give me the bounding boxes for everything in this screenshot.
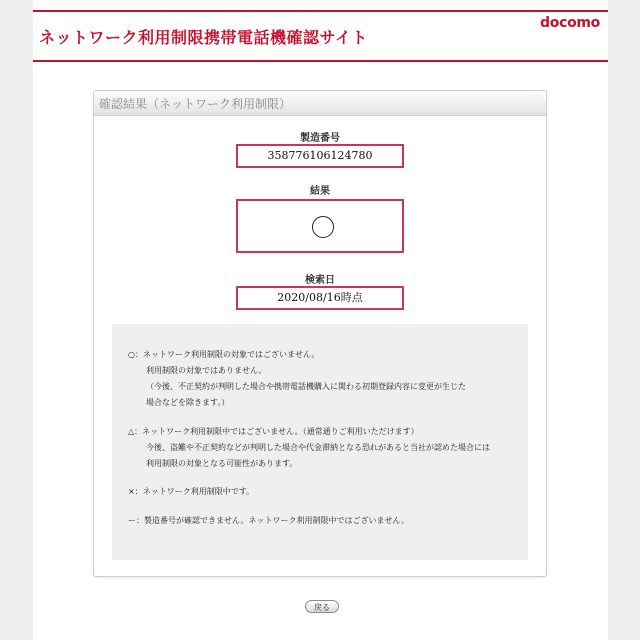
top-red-rule [33,10,608,12]
search-date-label: 検索日 [305,275,335,286]
result-label: 結果 [310,186,330,197]
result-value-box [236,199,404,253]
legend-box [112,324,528,560]
legend-circle-line3: （今後、不正契約が判明した場合や携帯電話機購入に関わる初期登録内容に変更が生じた [146,382,466,391]
legend-circle-line4: 場合などを除きます。） [146,398,230,407]
page-container [33,0,608,640]
site-title: ネットワーク利用制限携帯電話機確認サイト [39,28,368,47]
legend-triangle-line3: 利用制限の対象となる可能性があります。 [146,459,298,468]
docomo-logo[interactable]: docomo [540,15,600,31]
serial-number-value [236,144,404,168]
legend-circle-line1: ○：ネットワーク利用制限の対象ではございません。 [128,350,320,359]
legend-dash-line1: ー：製造番号が確認できません。ネットワーク利用制限中ではございません。 [128,516,409,525]
header-red-rule [33,60,608,62]
result-circle-mark [312,216,334,238]
back-button[interactable]: 戻る [305,600,339,613]
legend-circle-line2: 利用制限の対象ではありません。 [146,366,267,375]
legend-triangle-line1: △：ネットワーク利用制限中ではございません。（通常通りご利用いただけます） [128,427,419,436]
serial-number-label: 製造番号 [300,133,340,144]
result-panel [93,90,547,577]
search-date-value [236,286,404,310]
search-date-text: 2020/08/16時点 [277,291,363,304]
panel-header [94,91,546,116]
serial-number-text: 358776106124780 [267,149,373,162]
panel-title: 確認結果（ネットワーク利用制限） [99,97,292,111]
legend-triangle-line2: 今後、盗難や不正契約などが判明した場合や代金滞納となる恐れがあると当社が認めた場合には [146,443,490,452]
legend-cross-line1: ×：ネットワーク利用制限中です。 [128,487,255,496]
